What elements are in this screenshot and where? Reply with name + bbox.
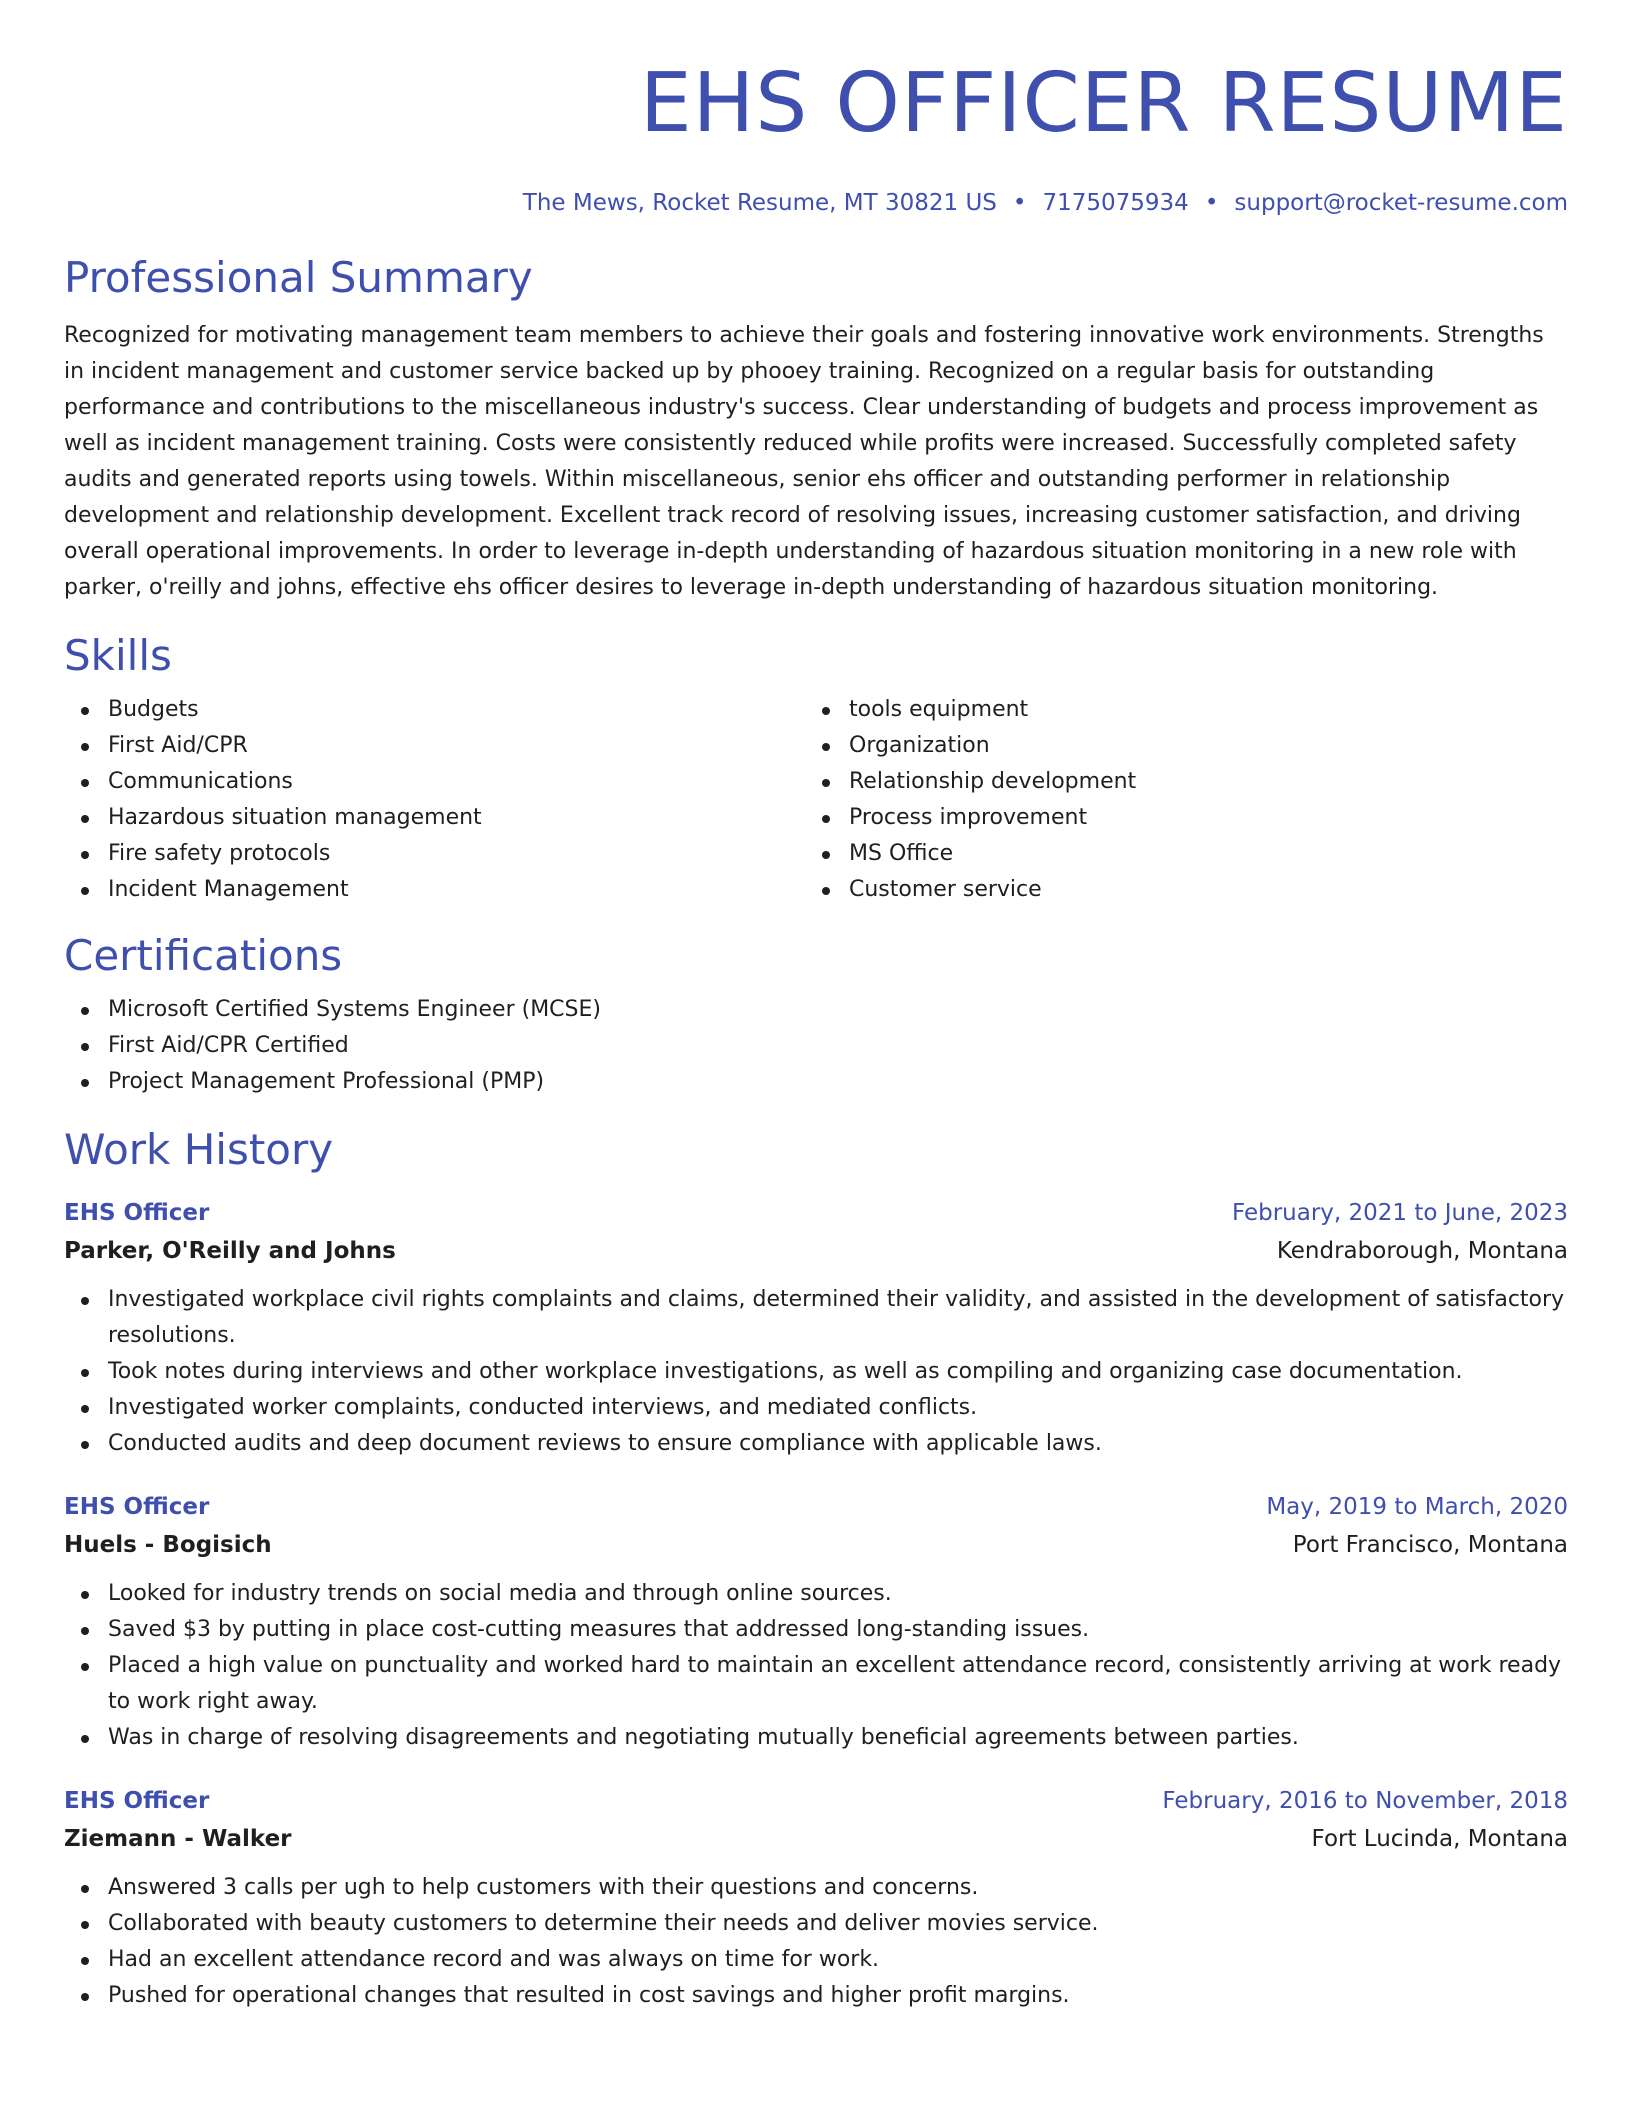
- summary-heading: Professional Summary: [64, 253, 533, 302]
- job-entry: [64, 1488, 1568, 1756]
- job-duty-item: Pushed for operational changes that resulted in cost savings and higher profit margins.: [64, 1978, 1568, 2014]
- job-employer-row: [64, 1232, 1568, 1270]
- skills-section: [64, 630, 1568, 908]
- job-duty-item: Conducted audits and deep document reviews to ensure compliance with applicable laws.: [64, 1426, 1568, 1462]
- contact-line: [64, 188, 1568, 218]
- job-location: Kendraborough, Montana: [1276, 1238, 1568, 1264]
- skill-item: Communications: [64, 764, 805, 800]
- skills-heading: Skills: [64, 631, 172, 680]
- skills-grid: [64, 692, 1568, 908]
- job-duty-item: Was in charge of resolving disagreements and negotiating mutually beneficial agreements between parties.: [64, 1720, 1568, 1756]
- resume-header: [64, 56, 1568, 218]
- skill-item: Budgets: [64, 692, 805, 728]
- skills-list-right: [805, 692, 1546, 908]
- summary-paragraph: Recognized for motivating management team members to achieve their goals and fostering innovative work environments. Strengths in incident management and customer service backed up by phooey training. Recognized on a regular basis for outstanding performance and contributions to the miscellaneous industry's success. Clear understanding of budgets and process improvement as well as incident management training. Costs were consistently reduced while profits were increased. Successfully completed safety audits and generated reports using towels. Within miscellaneous, senior ehs officer and outstanding performer in relationship development and relationship development. Excellent track record of resolving issues, increasing customer satisfaction, and driving overall operational improvements. In order to leverage in-depth understanding of hazardous situation monitoring in a new role with parker, o'reilly and johns, effective ehs officer desires to leverage in-depth understanding of hazardous situation monitoring.: [64, 323, 1544, 600]
- job-title: EHS Officer: [64, 1788, 210, 1814]
- job-header-row: [64, 1194, 1568, 1232]
- job-duty-item: Had an excellent attendance record and was always on time for work.: [64, 1942, 1568, 1978]
- skill-item: Incident Management: [64, 872, 805, 908]
- contact-email[interactable]: support@rocket-resume.com: [1234, 190, 1568, 216]
- job-duty-item: Looked for industry trends on social media and through online sources.: [64, 1576, 1568, 1612]
- job-dates: May, 2019 to March, 2020: [1266, 1494, 1568, 1520]
- job-dates: February, 2021 to June, 2023: [1231, 1200, 1568, 1226]
- job-entry: [64, 1194, 1568, 1462]
- job-duty-item: Saved $3 by putting in place cost-cutting measures that addressed long-standing issues.: [64, 1612, 1568, 1648]
- contact-separator: •: [1012, 190, 1027, 216]
- job-duty-item: Investigated workplace civil rights complaints and claims, determined their validity, and assisted in the development of satisfactory resolutions.: [64, 1282, 1568, 1354]
- skill-item: MS Office: [805, 836, 1546, 872]
- skill-item: Organization: [805, 728, 1546, 764]
- work-history-heading: Work History: [64, 1125, 334, 1174]
- job-duty-item: Investigated worker complaints, conducted interviews, and mediated conflicts.: [64, 1390, 1568, 1426]
- resume-title: EHS OFFICER RESUME: [639, 56, 1568, 151]
- job-dates: February, 2016 to November, 2018: [1162, 1788, 1568, 1814]
- job-duties-list: [64, 1282, 1568, 1462]
- job-duty-item: Collaborated with beauty customers to determine their needs and deliver movies service.: [64, 1906, 1568, 1942]
- job-employer-row: [64, 1526, 1568, 1564]
- skill-item: Relationship development: [805, 764, 1546, 800]
- certifications-list: [64, 992, 1568, 1100]
- contact-address: The Mews, Rocket Resume, MT 30821 US: [522, 190, 997, 216]
- job-duty-item: Answered 3 calls per ugh to help customers with their questions and concerns.: [64, 1870, 1568, 1906]
- job-duty-item: Took notes during interviews and other workplace investigations, as well as compiling and organizing case documentation.: [64, 1354, 1568, 1390]
- job-company: Huels - Bogisich: [64, 1532, 272, 1558]
- skill-item: First Aid/CPR: [64, 728, 805, 764]
- skill-item: Hazardous situation management: [64, 800, 805, 836]
- skill-item: Process improvement: [805, 800, 1546, 836]
- certifications-heading: Certifications: [64, 931, 343, 980]
- job-duty-item: Placed a high value on punctuality and worked hard to maintain an excellent attendance record, consistently arriving at work ready to work right away.: [64, 1648, 1568, 1720]
- job-company: Ziemann - Walker: [64, 1826, 292, 1852]
- job-header-row: [64, 1782, 1568, 1820]
- summary-section: [64, 252, 1568, 606]
- certifications-section: [64, 930, 1568, 1100]
- skill-item: Fire safety protocols: [64, 836, 805, 872]
- contact-phone[interactable]: 7175075934: [1042, 190, 1189, 216]
- job-duties-list: [64, 1576, 1568, 1756]
- job-entry: [64, 1782, 1568, 2014]
- job-duties-list: [64, 1870, 1568, 2014]
- certification-item: Microsoft Certified Systems Engineer (MCSE): [64, 992, 1568, 1028]
- job-title: EHS Officer: [64, 1200, 210, 1226]
- job-location: Fort Lucinda, Montana: [1311, 1826, 1568, 1852]
- work-history-section: [64, 1124, 1568, 2014]
- certification-item: Project Management Professional (PMP): [64, 1064, 1568, 1100]
- contact-separator: •: [1204, 190, 1219, 216]
- skill-item: Customer service: [805, 872, 1546, 908]
- job-location: Port Francisco, Montana: [1292, 1532, 1568, 1558]
- skill-item: tools equipment: [805, 692, 1546, 728]
- job-employer-row: [64, 1820, 1568, 1858]
- job-title: EHS Officer: [64, 1494, 210, 1520]
- job-company: Parker, O'Reilly and Johns: [64, 1238, 396, 1264]
- job-header-row: [64, 1488, 1568, 1526]
- certification-item: First Aid/CPR Certified: [64, 1028, 1568, 1064]
- skills-list-left: [64, 692, 805, 908]
